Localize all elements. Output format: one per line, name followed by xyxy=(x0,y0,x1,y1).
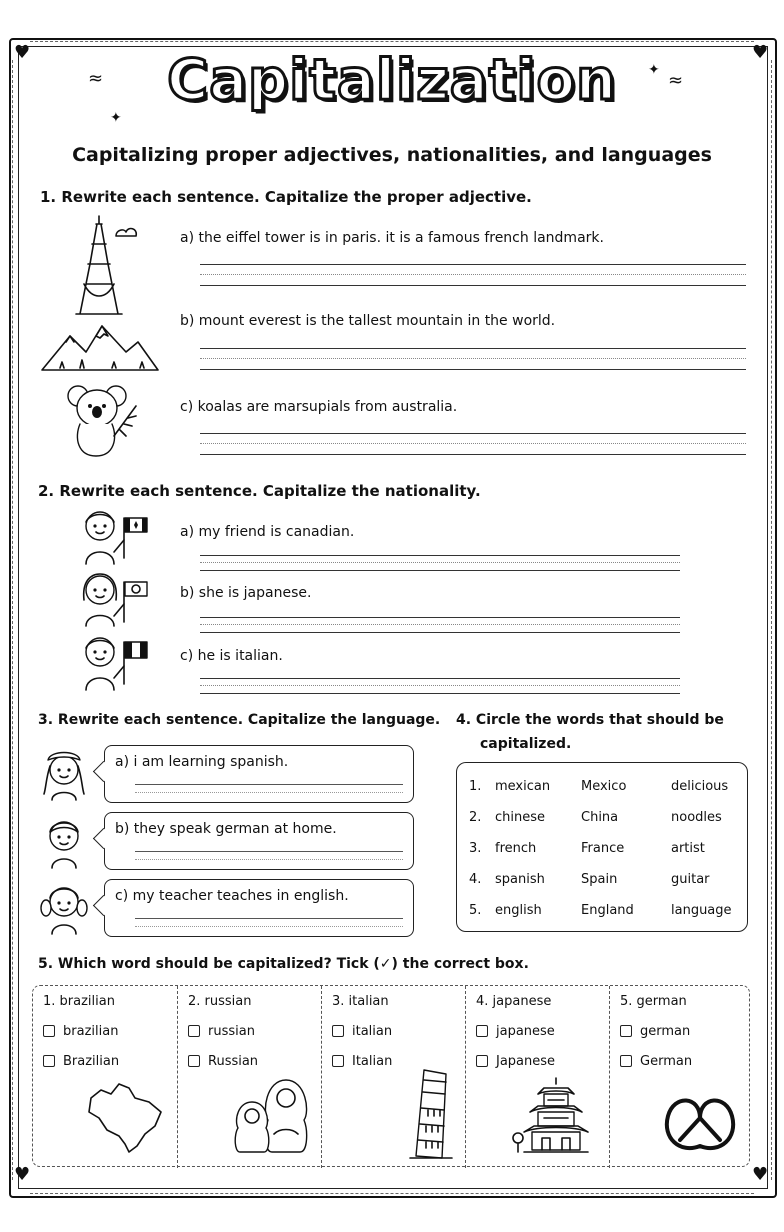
q3-title: 3. Rewrite each sentence. Capitalize the language. xyxy=(38,712,441,728)
border-dash-right xyxy=(771,60,772,1180)
border-dash-bottom xyxy=(30,1193,754,1194)
word-option[interactable]: England xyxy=(581,903,634,918)
heart-icon: ♥ xyxy=(14,42,31,63)
write-guide xyxy=(200,443,746,444)
circle-row xyxy=(457,897,749,927)
q3-sentence-c: c) my teacher teaches in english. xyxy=(115,888,349,904)
q2-title: 2. Rewrite each sentence. Capitalize the nationality. xyxy=(38,482,481,500)
checkbox[interactable] xyxy=(43,1025,55,1037)
q1-title: 1. Rewrite each sentence. Capitalize the proper adjective. xyxy=(40,188,532,206)
checkbox[interactable] xyxy=(332,1025,344,1037)
q1-sentence-b: b) mount everest is the tallest mountain in the world. xyxy=(180,313,556,329)
speech-bubble-c xyxy=(104,879,414,937)
nesting-dolls-icon xyxy=(234,1076,310,1156)
heart-icon: ♥ xyxy=(752,42,769,63)
row-number: 3. xyxy=(469,841,482,856)
q3-sentence-a: a) i am learning spanish. xyxy=(115,754,289,770)
tick-column-1 xyxy=(33,986,177,1168)
write-line[interactable] xyxy=(200,285,746,286)
sparkle-left-icon: ≈ xyxy=(88,68,104,89)
circle-row xyxy=(457,866,749,896)
eiffel-tower-icon xyxy=(72,214,142,318)
tick-option[interactable] xyxy=(188,1054,258,1069)
tick-option-label: Italian xyxy=(352,1054,393,1069)
heart-icon: ♥ xyxy=(14,1164,31,1185)
write-line[interactable] xyxy=(200,632,680,633)
write-line[interactable] xyxy=(200,369,746,370)
tick-option[interactable] xyxy=(43,1024,118,1039)
page-title: Capitalization xyxy=(167,48,617,113)
write-guide xyxy=(200,685,680,686)
tick-option-label: Japanese xyxy=(496,1054,556,1069)
write-line[interactable] xyxy=(135,918,403,919)
leaning-tower-icon xyxy=(406,1064,456,1160)
tick-option-label: japanese xyxy=(496,1024,555,1039)
tick-column-head: 5. german xyxy=(620,994,687,1009)
pagoda-icon xyxy=(512,1076,602,1160)
q2-sentence-c: c) he is italian. xyxy=(180,648,283,664)
checkbox[interactable] xyxy=(476,1025,488,1037)
word-option[interactable]: noodles xyxy=(671,810,722,825)
q4-title-line2: capitalized. xyxy=(480,736,572,752)
checkbox[interactable] xyxy=(476,1055,488,1067)
write-line[interactable] xyxy=(200,693,680,694)
circle-row xyxy=(457,835,749,865)
star-icon: ✦ xyxy=(648,62,660,78)
tick-option[interactable] xyxy=(620,1054,692,1069)
word-option[interactable]: mexican xyxy=(495,779,551,794)
write-line[interactable] xyxy=(135,784,403,785)
tick-option-label: german xyxy=(640,1024,691,1039)
write-line[interactable] xyxy=(135,851,403,852)
tick-option[interactable] xyxy=(43,1054,119,1069)
tick-option-label: russian xyxy=(208,1024,255,1039)
word-option[interactable]: language xyxy=(671,903,732,918)
tick-column-5 xyxy=(609,986,751,1168)
q2-sentence-a: a) my friend is canadian. xyxy=(180,524,355,540)
write-line[interactable] xyxy=(200,264,746,265)
word-option[interactable]: artist xyxy=(671,841,705,856)
write-line[interactable] xyxy=(200,433,746,434)
q2-sentence-b: b) she is japanese. xyxy=(180,585,312,601)
word-option[interactable]: french xyxy=(495,841,537,856)
mountains-icon xyxy=(40,322,160,372)
checkbox[interactable] xyxy=(43,1055,55,1067)
page-subtitle: Capitalizing proper adjectives, nationalities, and languages xyxy=(72,144,712,166)
tick-option[interactable] xyxy=(188,1024,255,1039)
girl-japan-flag-icon xyxy=(80,570,152,628)
tick-column-4 xyxy=(465,986,609,1168)
heart-icon: ♥ xyxy=(752,1164,769,1185)
title-banner xyxy=(0,48,784,113)
q4-title: 4. Circle the words that should be xyxy=(456,712,724,728)
checkbox[interactable] xyxy=(188,1055,200,1067)
write-line[interactable] xyxy=(200,570,680,571)
tick-option[interactable] xyxy=(476,1054,555,1069)
sparkle-right-icon: ≈ xyxy=(668,70,684,91)
tick-option-label: German xyxy=(640,1054,693,1069)
word-option[interactable]: Mexico xyxy=(581,779,627,794)
speech-bubble-b xyxy=(104,812,414,870)
row-number: 2. xyxy=(469,810,482,825)
pretzel-icon xyxy=(660,1090,740,1156)
write-guide xyxy=(135,926,403,927)
q1-sentence-a: a) the eiffel tower is in paris. it is a famous french landmark. xyxy=(180,230,604,246)
word-option[interactable]: Spain xyxy=(581,872,618,887)
write-line[interactable] xyxy=(200,555,680,556)
circle-words-box xyxy=(456,762,748,932)
q1-sentence-c: c) koalas are marsupials from australia. xyxy=(180,399,458,415)
checkbox[interactable] xyxy=(332,1055,344,1067)
q3-sentence-b: b) they speak german at home. xyxy=(115,821,337,837)
tick-box-grid xyxy=(32,985,750,1167)
tick-option[interactable] xyxy=(620,1024,690,1039)
tick-option[interactable] xyxy=(332,1024,392,1039)
circle-row xyxy=(457,773,749,803)
checkbox[interactable] xyxy=(188,1025,200,1037)
row-number: 1. xyxy=(469,779,482,794)
word-option[interactable]: english xyxy=(495,903,542,918)
tick-option-label: Russian xyxy=(208,1054,259,1069)
word-option[interactable]: delicious xyxy=(671,779,729,794)
write-line[interactable] xyxy=(200,678,680,679)
write-guide xyxy=(135,859,403,860)
brazil-map-icon xyxy=(85,1078,165,1158)
tick-column-head: 3. italian xyxy=(332,994,389,1009)
checkbox[interactable] xyxy=(620,1055,632,1067)
tick-column-head: 4. japanese xyxy=(476,994,552,1009)
write-line[interactable] xyxy=(200,617,680,618)
write-guide xyxy=(200,562,680,563)
word-option[interactable]: France xyxy=(581,841,625,856)
tick-column-head: 2. russian xyxy=(188,994,252,1009)
tick-column-2 xyxy=(177,986,321,1168)
border-dash-top xyxy=(30,41,754,42)
circle-row xyxy=(457,804,749,834)
border-dash-left xyxy=(12,60,13,1180)
word-option[interactable]: China xyxy=(581,810,619,825)
word-option[interactable]: spanish xyxy=(495,872,545,887)
write-line[interactable] xyxy=(200,348,746,349)
tick-option[interactable] xyxy=(476,1024,555,1039)
star-icon: ✦ xyxy=(110,110,122,126)
tick-option[interactable] xyxy=(332,1054,392,1069)
girl-beret-icon xyxy=(40,744,90,802)
boy-italy-flag-icon xyxy=(80,632,152,692)
tick-option-label: Brazilian xyxy=(63,1054,120,1069)
write-guide xyxy=(135,792,403,793)
tick-column-3 xyxy=(321,986,465,1168)
girl-pigtails-icon xyxy=(38,878,92,936)
write-guide xyxy=(200,624,680,625)
word-option[interactable]: chinese xyxy=(495,810,546,825)
write-guide xyxy=(200,274,746,275)
boy-icon xyxy=(40,812,90,870)
tick-column-head: 1. brazilian xyxy=(43,994,115,1009)
row-number: 4. xyxy=(469,872,482,887)
speech-bubble-a xyxy=(104,745,414,803)
write-line[interactable] xyxy=(200,454,746,455)
q5-title: 5. Which word should be capitalized? Tick (✓) the correct box. xyxy=(38,956,529,972)
tick-option-label: brazilian xyxy=(63,1024,119,1039)
write-guide xyxy=(200,358,746,359)
row-number: 5. xyxy=(469,903,482,918)
boy-canada-flag-icon xyxy=(80,508,152,566)
koala-icon xyxy=(66,382,142,460)
checkbox[interactable] xyxy=(620,1025,632,1037)
word-option[interactable]: guitar xyxy=(671,872,710,887)
tick-option-label: italian xyxy=(352,1024,393,1039)
